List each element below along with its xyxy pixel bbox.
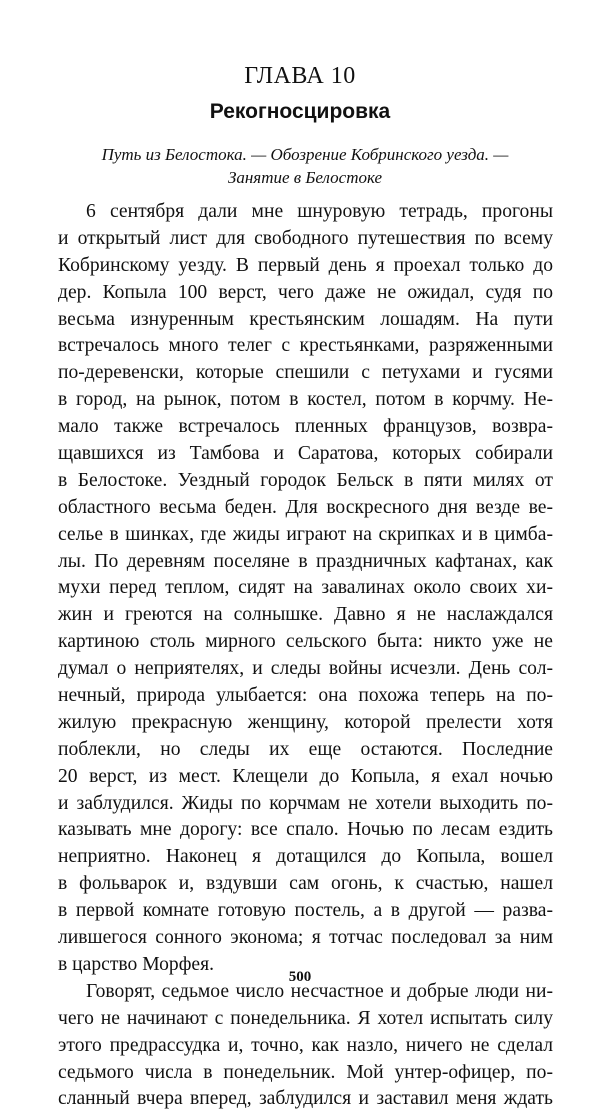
text-line: в первой комнате готовую постель, а в другой — разва-	[58, 900, 553, 922]
text-line: мухи перед теплом, сидят на завалинах около своих хи-	[58, 577, 553, 599]
text-line: жилую прекрасную женщину, которой прелести хотя	[58, 711, 553, 733]
text-line: в фольварок и, вздувши сам огонь, к счастью, нашел	[58, 873, 553, 895]
text-line: и заблудился. Жиды по корчмам не хотели выходить по-	[58, 792, 553, 814]
text-line: поблекли, но следы их еще остаются. Последние	[58, 738, 553, 760]
text-line: седьмого числа в понедельник. Мой унтер-офицер, по-	[58, 1061, 553, 1083]
text-line: по-деревенски, которые спешили с петухами и гусями	[58, 362, 553, 384]
text-line: 6 сентября дали мне шнуровую тетрадь, прогоны	[86, 201, 553, 222]
text-line: дер. Копыла 100 верст, чего даже не ожидал, судя по	[58, 281, 553, 303]
text-line: лившегося сонного эконома; я тотчас последовал за ним	[58, 927, 553, 949]
text-line: картиною столь мирного сельского быта: никто уже не	[58, 631, 553, 653]
text-line: 20 верст, из мест. Клещели до Копыла, я ехал ночью	[58, 765, 553, 787]
text-line: жин и греются на солнышке. Давно я не наслаждался	[58, 604, 553, 626]
page-number: 500	[288, 969, 312, 985]
text-line: неприятно. Наконец я дотащился до Копыла, вошел	[58, 846, 553, 868]
chapter-title: ГЛАВА 10	[244, 63, 356, 89]
chapter-subtitle: Рекогносцировка	[209, 100, 391, 123]
text-line: казывать мне дорогу: все спало. Ночью по лесам ездить	[58, 819, 553, 841]
text-line: весьма изнуренным крестьянским лошадям. На пути	[58, 308, 553, 330]
text-line: в Белостоке. Уездный городок Бельск в пяти милях от	[58, 469, 553, 491]
text-line: Кобринскому уезду. В первый день я проехал только до	[58, 254, 553, 276]
text-line: в царство Морфея.	[58, 953, 215, 975]
text-line: Говорят, седьмое число несчастное и добрые люди ни-	[86, 980, 553, 1002]
text-line: в город, на рынок, потом в костел, потом в корчму. Не-	[58, 389, 553, 411]
text-line: областного весьма беден. Для воскресного дня везде ве-	[58, 496, 553, 518]
text-line: мало также встречалось пленных французов, возвра-	[58, 416, 553, 438]
text-line: лы. По деревням поселяне в праздничных кафтанах, как	[58, 550, 553, 572]
text-line: этого предрассудка и, точно, как назло, ничего не сделал	[58, 1034, 553, 1056]
text-line: нечный, природа улыбается: она похожа теперь на по-	[58, 685, 553, 707]
text-line: думал о неприятелях, и следы войны исчезли. День сол-	[58, 658, 553, 680]
text-line: встречалось много телег с крестьянками, разряженными	[58, 335, 553, 357]
text-line: селье в шинках, где жиды играют на скрипках и в цимба-	[58, 523, 553, 545]
text-line: щавшихся из Тамбова и Саратова, которых собирали	[58, 443, 553, 465]
epigraph-line: Путь из Белостока. — Обозрение Кобринского уезда. —	[101, 145, 509, 164]
chapter-epigraph	[60, 143, 550, 189]
text-line: чего не начинают с понедельника. Я хотел испытать силу	[58, 1007, 553, 1029]
text-line: и открытый лист для свободного путешествия по всему	[58, 227, 553, 249]
epigraph-line: Занятие в Белостоке	[227, 168, 383, 187]
text-line: сланный вчера вперед, заблудился и заставил меня ждать	[58, 1088, 553, 1110]
